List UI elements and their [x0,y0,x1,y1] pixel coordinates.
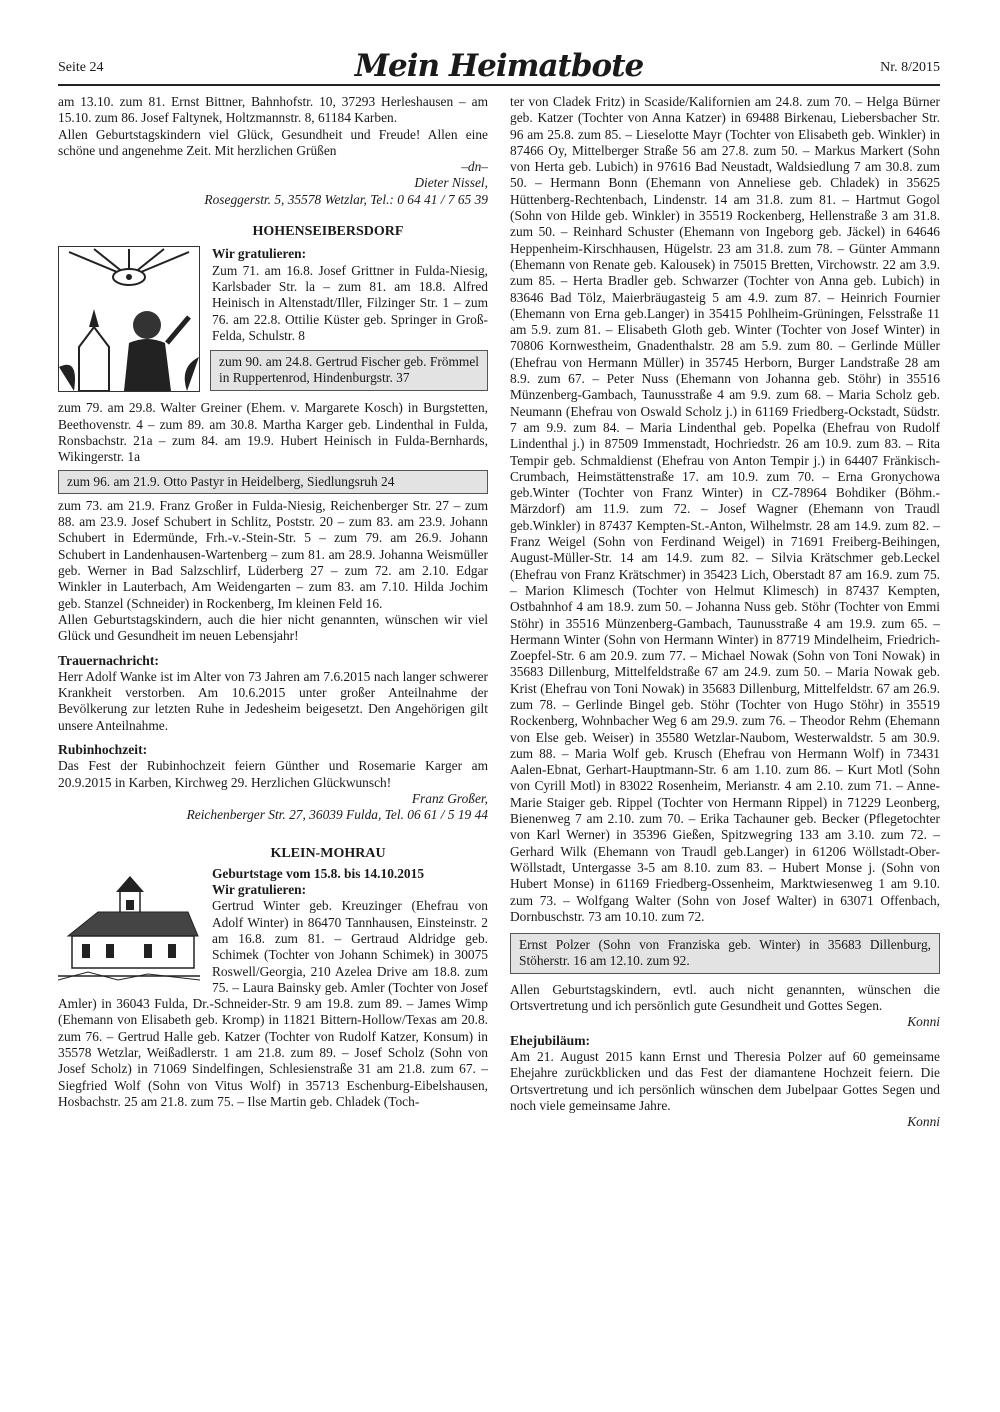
section-title-rubinhochzeit: Rubinhochzeit: [58,742,148,758]
hohenseibersdorf-greeting: Wir gratulieren: [212,246,307,262]
saint-woodcut-icon [59,247,199,391]
section-title-klein-mohrau: KLEIN-MOHRAU [270,845,386,861]
closing-signature: Konni [907,1014,940,1030]
right-column [510,94,940,1130]
signature-initials: –dn– [461,159,488,175]
section-title-hohenseibersdorf: HOHENSEIBERSDORF [252,224,404,240]
intro-paragraph: am 13.10. zum 81. Ernst Bittner, Bahnhofstr. 10, 37293 Herleshausen – am 15.10. zum 86. Josef Faltynek, Holtzmannstr. 8, 61184 Karben. [58,94,488,126]
church-illustration [58,876,200,984]
signature-name: Dieter Nissel, [414,175,488,191]
issue-number: Nr. 8/2015 [880,60,940,75]
woodcut-illustration [58,246,200,392]
rubin-signature-address: Reichenberger Str. 27, 36039 Fulda, Tel. 06 61 / 5 19 44 [186,807,488,823]
wish-paragraph: Allen Geburtstagskindern viel Glück, Gesundheit und Freude! Allen eine schöne und angenehme Zeit. Mit herzlichen Grüßen [58,126,488,158]
ehejubilaeum-paragraph: Am 21. August 2015 kann Ernst und Theresia Polzer auf 60 gemeinsame Ehejahre zurückblicken und das Fest der diamantene Hochzeit feiern. Die Ortsvertretung und ich persönlich wünschen dem Jubelpaar Gottes Segen und noch viele gemeinsame Jahre. [510,1048,940,1113]
klein-mohrau-continued: ter von Cladek Fritz) in Scaside/Kalifornien am 24.8. zum 70. – Helga Bürner geb. Katzer (Tochter von Anna Katzer) in 69488 Birkenau, Liebersbacher Str. 96 am 25.8. zum 85. – Lieselotte Mayr (Tochter von Elisabeth geb. Winkler) in 87466 Oy, Mittelberger Straße 56 am 27.8. zum 50. – Markus Markert (Sohn von Herta geb. Lubich) in 97616 Bad Neustadt, Waldsiedlung 7 am 30.8. zum 50. – Hermann Bonn (Ehemann von Anneliese geb. Chladek) in 35625 Hüttenberg-Rechtenbach, Lindenstr. 14 am 31.8. zum 81. – Hartmut Gogol (Sohn von Hilde geb. Winkler) in 35519 Rockenberg, Hellenstraße 3 am 31.8. zum 50. – Reinhard Schuster (Ehemann von Ingeborg geb. Jäckel) in 64646 Heppenheim-Kirschhausen, Hügelstr. 23 am 31.8. zum 78. – Günter Ammann (Ehemann von Renate geb. Kalousek) in 75015 Bretten, Virchowstr. 22 am 3.9. zum 85. – Herta Bradler geb. Schwarzer (Tochter von Anna geb. Lubich) in 83646 Bad Tölz, Maierbräugasteig 5 am 4.9. zum 87. – Heinrich Fournier (Ehemann von Erna geb.Langer) in 35415 Pohlheim-Grüningen, Felsstraße 11 am 5.9. zum 81. – Elisabeth Gloth geb. Winter (Tochter von Josef Winter) in 70806 Kornwestheim, Gnadenthalstr. 28 am 5.9. zum 80. – Gerlinde Müller (Ehefrau von Hermann Müller) in 35745 Herborn, Burger Landstraße 28 am 8.9. zum 67. – Peter Nuss (Ehemann von Johanna geb. Stöhr) in 35516 Münzenberg-Gambach, Taunusstraße 4 am 9.9. zum 68. – Maria Scholz geb. Neumann (Ehefrau von Oswald Scholz j.) in 61169 Friedberg-Ockstadt, Südstr. 7 am 9.9. zum 84. – Maria Lindenthal geb. Popelka (Ehefrau von Rudolf Lindenthal j.) in 87509 Immenstadt, Hochriedstr. 26 am 10.9. zum 83. – Rita Tempir geb. Schmaldienst (Ehefrau von Anton Tempir j.) in 64407 Fränkisch-Crumbach, Heimstättenstraße 17. am 10.9. zum 70. – Erna Gronychowa geb.Winter (Tochter von Franz Winter) in CZ-78964 Bohdiker (Böhm.-Märzdorf) am 11.9. zum 72. – Josef Wagner (Ehemann von Traudl geb.Winkler) in 87437 Kempten-St.-Anton, Wilhelmstr. 28 am 14.9. zum 82. – Franz Weigel (Sohn von Ferdinand Weigel) in 71691 Freiberg-Beihingen, August-Müller-Str. 14 am 14.9. zum 82. – Silvia Krätschmer geb.Leckel (Ehefrau von Franz Krätschmer) in 35423 Lich, Oberstadt 87 am 16.9. zum 75. – Marion Klimesch (Tochter von Helmut Klimesch) in 87437 Kempten, Ostbahnhof 4 am 18.9. zum 50. – Johanna Nuss geb. Stöhr (Tochter von Emmi Stöhr) in 35516 Münzenberg-Gambach, Taunusstraße 4 am 19.9. zum 65. – Hermann Winter (Sohn von Hermann Winter) in 87719 Mindelheim, Friedrich-Zoepfel-Str. 6 am 20.9. zum 77. – Michael Nowak (Sohn von Toni Nowak) in 35683 Dillenburg, Mittelfeldstraße 67 am 24.9. zum 50. – Maria Nowak geb. Krist (Ehefrau von Toni Nowak) in 35683 Dillenburg, Mittelfeldstr. 67 am 26.9. zum 78. – Gerlinde Bingel geb. Stöhr (Tochter von Hugo Stöhr) in 35519 Rockenberg, Wohnbacher Weg 6 am 29.9. zum 76. – Theodor Rehm (Ehemann von Else geb. Weiser) in 35580 Wetzlar-Naubom, Westerwaldstr. 5 am 30.9. zum 88. – Maria Wolf geb. Krusch (Ehefrau von Hermann Wolf) in 73431 Aalen-Ebnat, Gerhart-Hauptmann-Str. 6 am 1.10. zum 86. – Kurt Motl (Sohn von Cyrill Motl) in 83022 Rosenheim, Merianstr. 4 am 2.10. zum 71. – Anne-Marie Staiger geb. Rippel (Tochter von Hermann Rippel) in 71229 Leonberg, Bienenweg 7 am 2.10. zum 70. – Erika Tachauner geb. Becker (Pflegetochter von Karl Werner) in 35396 Gießen, Spitzwegring 133 am 3.10. zum 72. – Gerhard Wilk (Ehemann von Traudl geb.Langer) in 61206 Wöllstadt-Ober-Wöllstadt, Untergasse 3-5 am 8.10. zum 83. – Hubert Monse j. (Sohn von Hubert Monse) in 61169 Friedberg-Ossenheim, Marktwiesenweg 1 am 9.10. zum 73. – Wolfgang Walter (Sohn von Josef Walter) in 63071 Offenbach, Dornbuschstr. 73 am 10.10. zum 72. [510,94,940,924]
klein-mohrau-subtitle: Geburtstage vom 15.8. bis 14.10.2015 [212,865,425,881]
highlight-box-polzer: Ernst Polzer (Sohn von Franziska geb. Winter) in 35683 Dillenburg, Stöherstr. 16 am 12.10. zum 92. [510,933,940,974]
hohenseibersdorf-paragraph-1: Zum 71. am 16.8. Josef Grittner in Fulda-Niesig, Karlsbader Str. la – zum 81. am 18.8. Alfred Heinisch in Altenstadt/Iller, Filzinger Str. 1 – zum 76. am 22.8. Ottilie Küster geb. Springer in Groß-Felda, Schulstr. 8 [212,262,488,343]
section-title-ehejubilaeum: Ehejubiläum: [510,1032,591,1048]
page-number: Seite 24 [58,60,104,75]
closing-wishes: Allen Geburtstagskindern, evtl. auch nicht genannten, wünschen die Ortsvertretung und ich persönlich gute Gesundheit und Gottes Segen. [510,981,940,1014]
page-header [58,48,940,88]
signature-address: Roseggerstr. 5, 35578 Wetzlar, Tel.: 0 64 41 / 7 65 39 [204,191,488,207]
klein-mohrau-greeting: Wir gratulieren: [212,882,307,898]
ehejubilaeum-signature: Konni [907,1114,940,1130]
rubin-paragraph: Das Fest der Rubinhochzeit feiern Günther und Rosemarie Karger am 20.9.2015 in Karben, Kirchweg 29. Herzlichen Glückwunsch! [58,758,488,790]
masthead: Mein Heimatbote [354,48,644,84]
hohenseibersdorf-paragraph-3: zum 73. am 21.9. Franz Großer in Fulda-Niesig, Reichenberger Str. 27 – zum 88. am 23.9. Josef Schubert in Schlitz, Poststr. 20 – zum 83. am 23.9. Johann Schubert in Edermünde, Frh.-v.-Stein-Str. 5 – zum 79. am 26.9. Johann Schubert in Landenhausen-Wartenberg – zum 81. am 28.9. Johanna Weismüller geb. Werner in Bad Salzschlirf, Lüderberg 27 – zum 72. am 2.10. Edgar Winkler in Lauterbach, Am Weidengarten – zum 83. am 7.10. Hilda Jochim geb. Stanzel (Schneider) in Rockenberg, Im kleinen Feld 16. [58,497,488,611]
left-column [58,94,488,1110]
trauer-paragraph: Herr Adolf Wanke ist im Alter von 73 Jahren am 7.6.2015 nach langer schwerer Krankheit verstorben. Am 10.6.2015 unter großer Anteilnahme der Bevölkerung zur letzten Ruhe in Jedesheim beigesetzt. Den Angehörigen gilt unsere Anteilnahme. [58,668,488,733]
highlight-box-fischer: zum 90. am 24.8. Gertrud Fischer geb. Frömmel in Ruppertenrod, Hindenburgstr. 37 [210,350,488,391]
header-rule [58,84,940,86]
hohenseibersdorf-paragraph-2: zum 79. am 29.8. Walter Greiner (Ehem. v. Margarete Kosch) in Burgstetten, Beethovenstr. 4 – zum 89. am 30.8. Martha Karger geb. Lindenthal in Fulda, Ronsbachstr. 21a – zum 84. am 19.9. Hubert Heinisch in Fulda-Bernhards, Wikingerstr. 1a [58,400,488,465]
church-icon [58,876,200,984]
klein-mohrau-paragraph: Gertrud Winter geb. Kreuzinger (Ehefrau von Adolf Winter) in 86470 Tannhausen, Einsteinstr. 2 am 16.8. zum 81. – Gertraud Aldridge geb. Schimek (Tochter von Johann Schimek) in 30075 Roswell/Georgia, 210 Azelea Drive am 18.8. zum 75. – Laura Bainsky geb. Amler (Tochter von Josef Amler) in 36043 Fulda, Dr.-Schneider-Str. 9 am 19.8. zum 89. – James Wimp (Ehemann von Elisabeth geb. Kromp) in 11821 Bittern-Hollow/Texas am 20.8. zum 76. – Gertrud Halle geb. Katzer (Tochter von Rudolf Katzer, Konsum) in 35578 Wetzlar, Weißadlerstr. 1 am 21.8. zum 89. – Josef Scholz (Sohn von Josef Scholz) in 71069 Sindelfingen, Schlesienstraße 31 am 21.8. zum 67. – Siegfried Wolf (Sohn von Vitus Wolf) in 35713 Eschenburg-Eibelshausen, Hosbachstr. 25 am 21.8. zum 75. – Ilse Martin geb. Chladek (Toch- [58,898,488,1109]
section-title-trauernachricht: Trauernachricht: [58,652,159,668]
rubin-signature-name: Franz Großer, [411,790,488,806]
highlight-box-pastyr: zum 96. am 21.9. Otto Pastyr in Heidelberg, Siedlungsruh 24 [58,470,488,494]
hohenseibersdorf-wishes: Allen Geburtstagskindern, auch die hier nicht genannten, wünschen wir viel Glück und Gesundheit im neuen Lebensjahr! [58,611,488,644]
